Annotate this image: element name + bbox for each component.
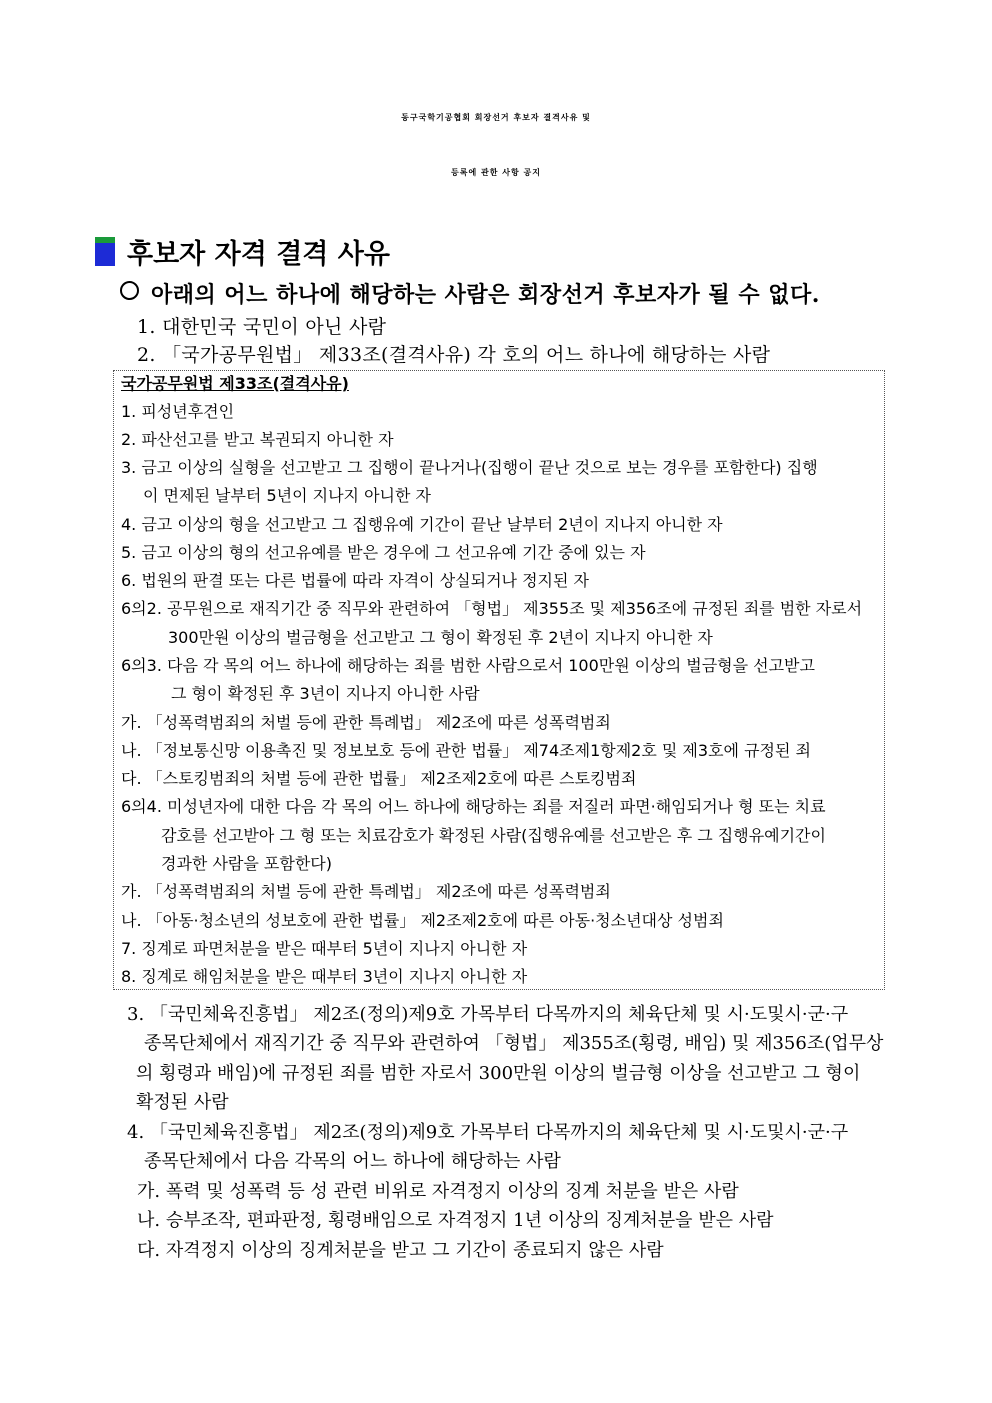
- section-heading: [95, 232, 390, 271]
- box-heading: 국가공무원법 제33조(결격사유): [121, 374, 349, 393]
- box-line: 4. 금고 이상의 형을 선고받고 그 집행유예 기간이 끝난 날부터 2년이 지나지 아니한 자: [121, 515, 723, 534]
- box-line: 6의4. 미성년자에 대한 다음 각 목의 어느 하나에 해당하는 죄를 저질러 파면·해임되거나 형 또는 치료: [121, 797, 826, 816]
- item-4-subitem: 다. 자격정지 이상의 징계처분을 받고 그 기간이 종료되지 않은 사람: [137, 1240, 664, 1261]
- box-line: 5. 금고 이상의 형의 선고유예를 받은 경우에 그 선고유예 기간 중에 있는 자: [121, 543, 646, 562]
- section-marker-icon: [95, 237, 115, 266]
- box-line: 6의2. 공무원으로 재직기간 중 직무와 관련하여 「형법」 제355조 및 제356조에 규정된 죄를 범한 자로서: [121, 599, 863, 618]
- box-line: 6의3. 다음 각 목의 어느 하나에 해당하는 죄를 범한 사람으로서 100만원 이상의 벌금형을 선고받고: [121, 656, 815, 675]
- box-line: 3. 금고 이상의 실형을 선고받고 그 집행이 끝나거나(집행이 끝난 것으로 보는 경우를 포함한다) 집행: [121, 458, 818, 477]
- item-4-line: 4. 「국민체육진흥법」 제2조(정의)제9호 가목부터 다목까지의 체육단체 및 시·도및시·군·구: [127, 1122, 849, 1143]
- intro-text: 아래의 어느 하나에 해당하는 사람은 회장선거 후보자가 될 수 없다.: [151, 282, 820, 308]
- box-line: 경과한 사람을 포함한다): [161, 854, 332, 873]
- box-line: 8. 징계로 해임처분을 받은 때부터 3년이 지나지 아니한 자: [121, 967, 528, 986]
- intro-sentence: [120, 278, 820, 309]
- box-line: 6. 법원의 판결 또는 다른 법률에 따라 자격이 상실되거나 정지된 자: [121, 571, 589, 590]
- item-3-line: 3. 「국민체육진흥법」 제2조(정의)제9호 가목부터 다목까지의 체육단체 및 시·도및시·군·구: [127, 1004, 849, 1025]
- intro-item-1: 1. 대한민국 국민이 아닌 사람: [137, 316, 387, 338]
- box-line: 2. 파산선고를 받고 복권되지 아니한 자: [121, 430, 394, 449]
- box-line: 이 면제된 날부터 5년이 지나지 아니한 자: [143, 486, 431, 505]
- item-3-line: 확정된 사람: [136, 1092, 229, 1113]
- item-4-subitem: 가. 폭력 및 성폭력 등 성 관련 비위로 자격정지 이상의 징계 처분을 받은 사람: [137, 1181, 739, 1202]
- item-3-line: 종목단체에서 재직기간 중 직무와 관련하여 「형법」 제355조(횡령, 배임) 및 제356조(업무상: [144, 1033, 884, 1054]
- box-line: 나. 「정보통신망 이용촉진 및 정보보호 등에 관한 법률」 제74조제1항제2호 및 제3호에 규정된 죄: [121, 741, 811, 760]
- page-title-line2: 등록에 관한 사항 공지: [451, 168, 541, 177]
- intro-item-2: 2. 「국가공무원법」 제33조(결격사유) 각 호의 어느 하나에 해당하는 사람: [137, 344, 771, 366]
- circle-bullet-icon: [120, 281, 139, 300]
- box-line: 1. 피성년후견인: [121, 402, 235, 421]
- box-line: 가. 「성폭력범죄의 처벌 등에 관한 특례법」 제2조에 따른 성폭력범죄: [121, 713, 611, 732]
- box-line: 300만원 이상의 벌금형을 선고받고 그 형이 확정된 후 2년이 지나지 아니한 자: [168, 628, 713, 647]
- box-line: 가. 「성폭력범죄의 처벌 등에 관한 특례법」 제2조에 따른 성폭력범죄: [121, 882, 611, 901]
- box-line: 7. 징계로 파면처분을 받은 때부터 5년이 지나지 아니한 자: [121, 939, 528, 958]
- box-line: 감호를 선고받아 그 형 또는 치료감호가 확정된 사람(집행유예를 선고받은 후 그 집행유예기간이: [161, 826, 826, 845]
- item-4-subitem: 나. 승부조작, 편파판정, 횡령배임으로 자격정지 1년 이상의 징계처분을 받은 사람: [137, 1210, 774, 1231]
- section-heading-text: 후보자 자격 결격 사유: [127, 239, 390, 270]
- item-4-line: 종목단체에서 다음 각목의 어느 하나에 해당하는 사람: [144, 1151, 561, 1172]
- box-line: 나. 「아동·청소년의 성보호에 관한 법률」 제2조제2호에 따른 아동·청소년대상 성범죄: [121, 911, 724, 930]
- box-line: 그 형이 확정된 후 3년이 지나지 아니한 사람: [171, 684, 480, 703]
- item-3-line: 의 횡령과 배임)에 규정된 죄를 범한 자로서 300만원 이상의 벌금형 이상을 선고받고 그 형이: [136, 1063, 861, 1084]
- page-title-line1: 동구국학기공협회 회장선거 후보자 결격사유 및: [401, 113, 591, 122]
- box-line: 다. 「스토킹범죄의 처벌 등에 관한 법률」 제2조제2호에 따른 스토킹범죄: [121, 769, 637, 788]
